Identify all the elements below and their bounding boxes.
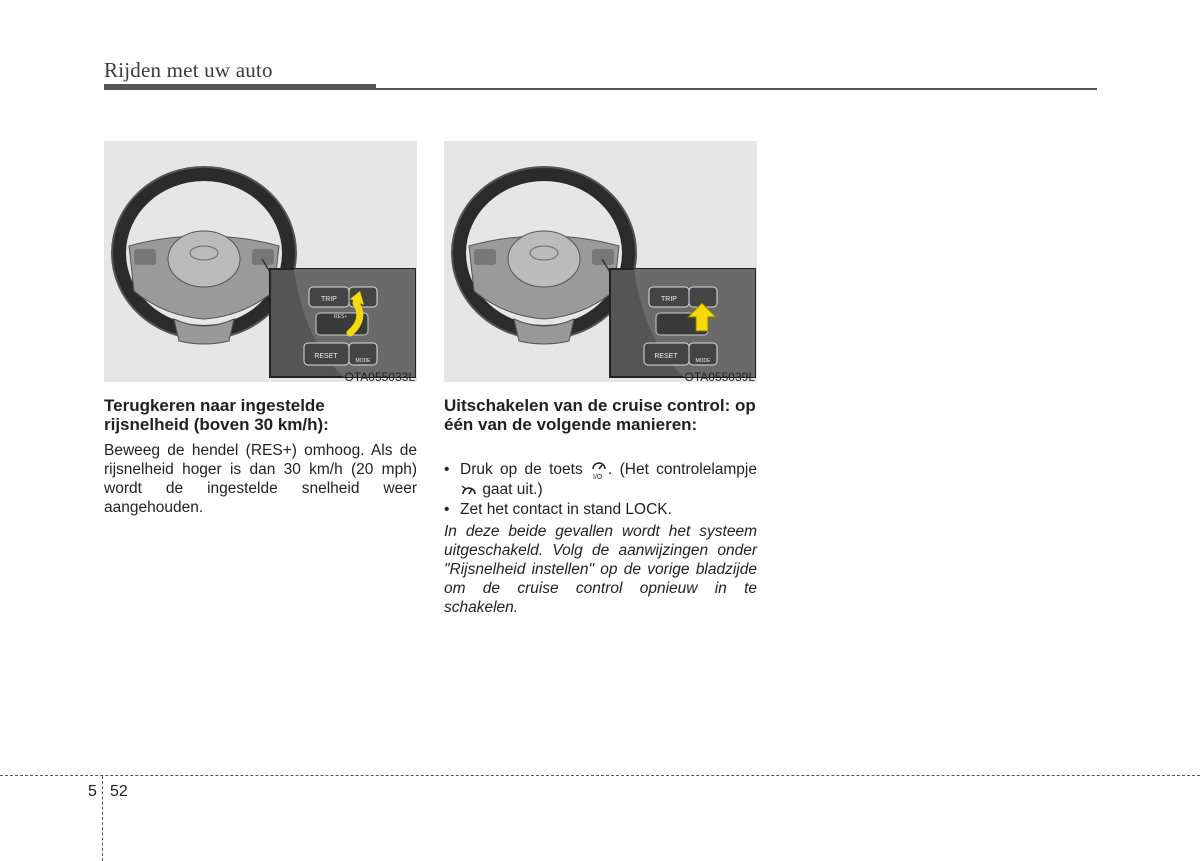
- bullet-item-ignition-lock: [444, 500, 757, 519]
- page-header-title: Rijden met uw auto: [104, 58, 273, 82]
- bullet-text: Zet het contact in stand LOCK.: [460, 501, 672, 518]
- steering-wheel-illustration-left: [104, 141, 417, 382]
- figure-code-right: OTA055039L: [684, 370, 755, 382]
- steering-wheel-illustration-right: [444, 141, 757, 382]
- bullet1-pre: Druk op de toets: [460, 461, 583, 479]
- reset-label-right: RESET: [654, 353, 678, 360]
- left-body: Beweeg de hendel (RES+) omhoog. Als de rijsnelheid hoger is dan 30 km/h (20 mph) wordt de ingestelde snelheid weer aangehouden.: [104, 442, 417, 516]
- footer-rule: [0, 775, 1200, 776]
- italic-note: In deze beide gevallen wordt het systeem uitgeschakeld. Volg de aanwijzingen onder "Rijsnelheid instellen" op de vorige bladzijde om de cruise control opnieuw in te schakelen.: [444, 523, 757, 616]
- bullet-dot: •: [444, 461, 450, 478]
- bullet1-mid: . (Het controlelampje: [608, 461, 757, 479]
- cruise-off-switch-icon: [590, 460, 608, 480]
- header-rule: [376, 88, 1097, 90]
- svg-text:I/O: I/O: [593, 474, 603, 480]
- bullet1-post: gaat uit.): [482, 481, 543, 498]
- steering-wheel-figure-right: [444, 141, 757, 382]
- chapter-number: 5: [88, 783, 97, 800]
- mode-label-right: MODE: [695, 358, 711, 364]
- reset-label-left: RESET: [314, 353, 338, 360]
- cruise-indicator-icon: [460, 482, 478, 498]
- res-label-left: RES+: [334, 314, 348, 320]
- mode-label-left: MODE: [355, 358, 371, 364]
- left-heading: Terugkeren naar ingestelde rijsnelheid (boven 30 km/h):: [104, 396, 329, 434]
- steering-wheel-figure-left: [104, 141, 417, 382]
- right-heading: Uitschakelen van de cruise control: op één van de volgende manieren:: [444, 396, 756, 434]
- trip-label-left: TRIP: [321, 296, 337, 303]
- bullet-dot: •: [444, 501, 450, 518]
- bullet-item-press-button: [444, 460, 757, 499]
- header-bar: [104, 84, 376, 90]
- footer-divider: [102, 776, 103, 861]
- page-number: 52: [110, 783, 128, 800]
- bullet-text: [460, 460, 757, 499]
- trip-label-right: TRIP: [661, 296, 677, 303]
- figure-code-left: OTA055033L: [344, 370, 415, 382]
